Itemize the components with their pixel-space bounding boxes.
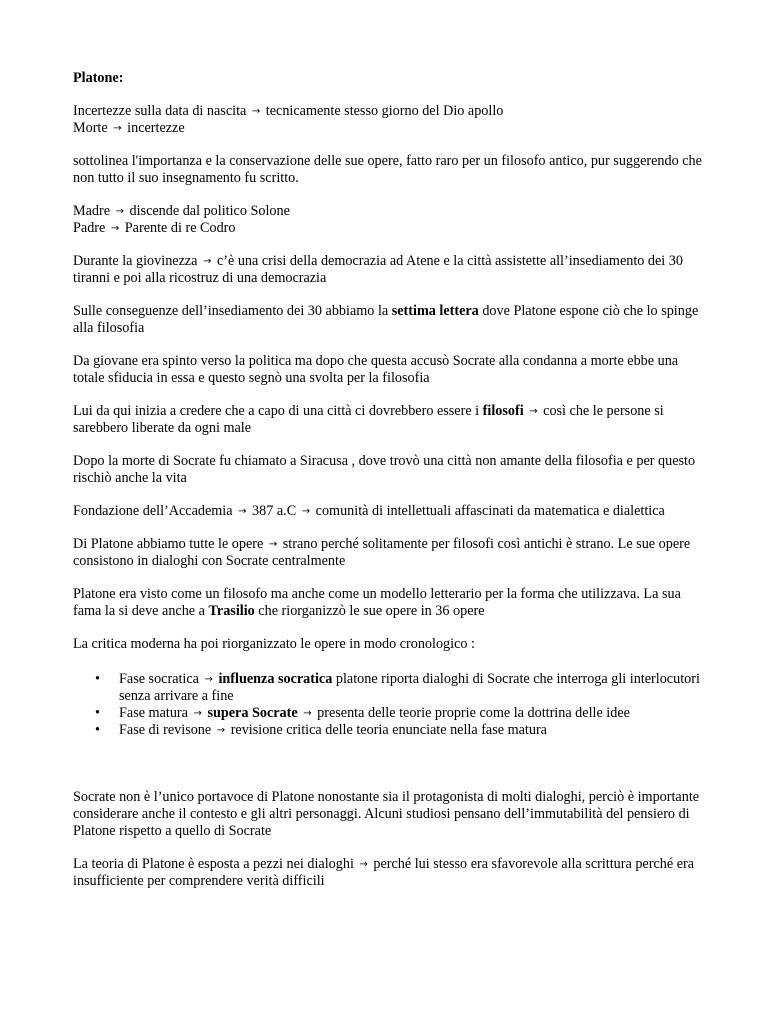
phases-list bbox=[73, 671, 703, 739]
mother-text: discende dal politico Solone bbox=[129, 203, 290, 219]
phase-label: Fase di revisone bbox=[119, 722, 212, 738]
academy-text: comunità di intellettuali affascinati da matematica e dialettica bbox=[315, 503, 665, 519]
theory-paragraph bbox=[73, 856, 703, 890]
philosophers-after: così che le persone si sarebbero liberate da ogni male bbox=[73, 403, 664, 436]
arrow-icon: → bbox=[203, 256, 212, 267]
politics-paragraph: Da giovane era spinto verso la politica ma dopo che questa accusò Socrate alla condanna a morte ebbe una totale sfiducia in essa e questo segnò una svolta per la filosofia bbox=[73, 353, 679, 386]
fame-after: che riorganizzò le sue opere in 36 opere bbox=[254, 603, 485, 619]
parents-paragraph bbox=[73, 203, 703, 237]
bullet-icon: • bbox=[95, 722, 100, 738]
all-works-text: strano perché solitamente per filosofi così antichi è strano. Le sue opere consistono in dialoghi con Socrate centralmente bbox=[73, 536, 691, 569]
fame-before: Platone era visto come un filosofo ma anche come un modello letterario per la forma che utilizzava. La sua fama la si deve anche a bbox=[73, 586, 681, 619]
list-item bbox=[73, 722, 703, 739]
bullet-icon: • bbox=[95, 671, 100, 687]
seventh-letter-after: dove Platone espone ciò che lo spinge alla filosofia bbox=[73, 303, 699, 336]
arrow-icon: → bbox=[238, 506, 247, 517]
philosophers-paragraph bbox=[73, 403, 703, 437]
death-text: incertezze bbox=[127, 120, 185, 136]
youth-paragraph bbox=[73, 253, 703, 287]
seventh-letter-before: Sulle conseguenze dell’insediamento dei 30 abbiamo la bbox=[73, 303, 392, 319]
phase-text: platone riporta dialoghi di Socrate che interroga gli interlocutori senza arrivare a fine bbox=[119, 671, 700, 704]
seventh-letter-bold: settima lettera bbox=[391, 303, 479, 319]
phase-bold: supera Socrate bbox=[207, 705, 298, 721]
youth-label: Durante la giovinezza bbox=[73, 253, 198, 269]
theory-label: La teoria di Platone è esposta a pezzi nei dialoghi bbox=[73, 856, 354, 872]
birth-label: Incertezze sulla data di nascita bbox=[73, 103, 247, 119]
bullet-icon: • bbox=[95, 705, 100, 721]
blank-space bbox=[73, 755, 703, 789]
phase-bold: influenza socratica bbox=[218, 671, 333, 687]
arrow-icon: → bbox=[115, 206, 124, 217]
academy-paragraph bbox=[73, 503, 703, 520]
arrow-icon: → bbox=[113, 123, 122, 134]
arrow-icon: → bbox=[204, 674, 213, 685]
arrow-icon: → bbox=[193, 708, 202, 719]
list-item bbox=[73, 705, 703, 722]
death-label: Morte bbox=[73, 120, 108, 136]
phase-text: presenta delle teorie proprie come la dottrina delle idee bbox=[317, 705, 630, 721]
youth-text: c’è una crisi della democrazia ad Atene e la città assistette all’insediamento dei 30 tiranni e poi alla ricostruz di una democrazia bbox=[73, 253, 683, 286]
arrow-icon: → bbox=[301, 506, 311, 517]
arrow-icon: → bbox=[110, 223, 120, 234]
syracuse-paragraph: Dopo la morte di Socrate fu chiamato a Siracusa , dove trovò una città non amante della filosofia e per questo rischiò anche la vita bbox=[73, 453, 696, 486]
works-conservation-paragraph: sottolinea l'importanza e la conservazione delle sue opere, fatto raro per un filosofo antico, pur suggerendo che non tutto il suo insegnamento fu scritto. bbox=[73, 153, 702, 186]
socrates-spokesman-paragraph: Socrate non è l’unico portavoce di Platone nonostante sia il protagonista di molti dialoghi, perciò è importante considerare anche il contesto e gli altri personaggi. Alcuni studiosi pensano dell’immutabilità del pensiero di Platone rispetto a quello di Socrate bbox=[73, 789, 700, 839]
arrow-icon: → bbox=[359, 859, 368, 870]
document-page bbox=[73, 70, 703, 906]
phase-label: Fase matura bbox=[119, 705, 188, 721]
list-item bbox=[73, 671, 703, 705]
father-text: Parente di re Codro bbox=[124, 220, 236, 236]
fame-bold: Trasilio bbox=[208, 603, 255, 619]
arrow-icon: → bbox=[529, 406, 538, 417]
arrow-icon: → bbox=[216, 725, 226, 736]
modern-criticism-paragraph: La critica moderna ha poi riorganizzato le opere in modo cronologico : bbox=[73, 636, 475, 652]
birth-text: tecnicamente stesso giorno del Dio apollo bbox=[265, 103, 504, 119]
academy-date: 387 a.C bbox=[252, 503, 297, 519]
phase-label: Fase socratica bbox=[119, 671, 199, 687]
theory-text: perché lui stesso era sfavorevole alla scrittura perché era insufficiente per comprendere verità difficili bbox=[73, 856, 695, 889]
philosophers-before: Lui da qui inizia a credere che a capo di una città ci dovrebbero essere i bbox=[73, 403, 483, 419]
all-works-paragraph bbox=[73, 536, 703, 570]
phase-text: revisione critica delle teoria enunciate nella fase matura bbox=[230, 722, 547, 738]
birth-death-paragraph bbox=[73, 103, 703, 137]
father-label: Padre bbox=[73, 220, 106, 236]
seventh-letter-paragraph bbox=[73, 303, 703, 337]
arrow-icon: → bbox=[251, 106, 261, 117]
arrow-icon: → bbox=[303, 708, 312, 719]
document-title: Platone: bbox=[73, 70, 124, 86]
all-works-label: Di Platone abbiamo tutte le opere bbox=[73, 536, 264, 552]
arrow-icon: → bbox=[268, 539, 278, 550]
philosophers-bold: filosofi bbox=[482, 403, 524, 419]
academy-label: Fondazione dell’Accademia bbox=[73, 503, 233, 519]
fame-paragraph bbox=[73, 586, 703, 620]
mother-label: Madre bbox=[73, 203, 111, 219]
